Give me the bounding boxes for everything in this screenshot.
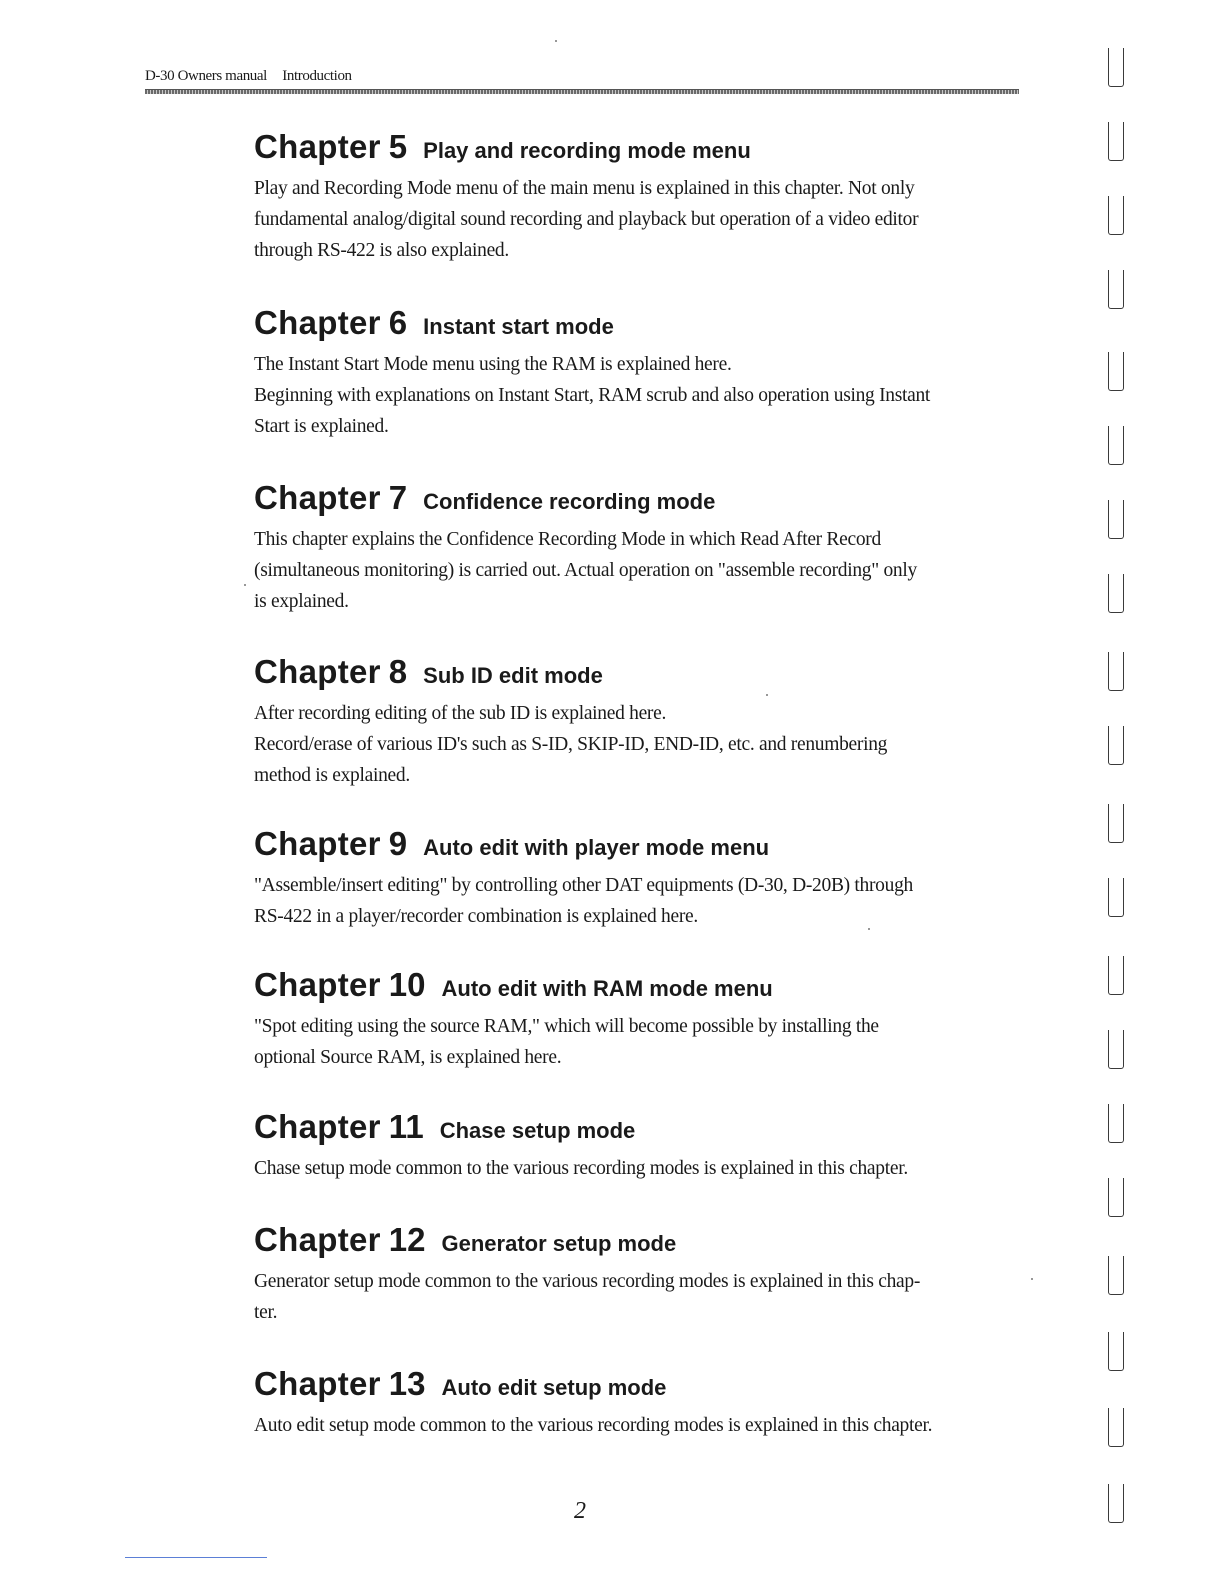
chapter-heading (254, 476, 1029, 520)
description-line: Record/erase of various ID's such as S-ID, SKIP-ID, END-ID, etc. and renumbering (254, 734, 888, 755)
description-line: (simultaneous monitoring) is carried out. Actual operation on "assemble recording" only (254, 560, 917, 581)
chapter-number: 8 (388, 653, 408, 690)
chapter-5-section (254, 125, 1029, 266)
scan-speck (1031, 1278, 1033, 1280)
chapter-12-section (254, 1218, 1029, 1328)
chapter-label: Chapter (254, 1221, 381, 1258)
chapter-description (254, 1410, 1029, 1441)
binder-hole-mark (1108, 574, 1124, 613)
chapter-heading (254, 822, 1029, 866)
description-line: Chase setup mode common to the various recording modes is explained in this chapter. (254, 1158, 908, 1179)
binder-hole-mark (1108, 1484, 1124, 1523)
chapter-label: Chapter (254, 825, 381, 862)
binder-hole-mark (1108, 1030, 1124, 1069)
description-line: RS-422 in a player/recorder combination is explained here. (254, 906, 698, 927)
binder-hole-mark (1108, 426, 1124, 465)
chapter-number: 13 (388, 1365, 426, 1402)
chapter-title: Confidence recording mode (423, 489, 716, 514)
binder-hole-mark (1108, 804, 1124, 843)
binder-hole-mark (1108, 1256, 1124, 1295)
chapter-number: 10 (388, 966, 426, 1003)
page-number: 2 (574, 1498, 586, 1524)
description-line: Play and Recording Mode menu of the main menu is explained in this chapter. Not only (254, 178, 915, 199)
chapter-8-section (254, 650, 1029, 791)
chapter-description (254, 1153, 1029, 1184)
scan-speck (766, 694, 768, 696)
description-line: Auto edit setup mode common to the various recording modes is explained in this chapter. (254, 1415, 933, 1436)
header-section-title: Introduction (282, 68, 352, 84)
chapter-title: Auto edit with RAM mode menu (441, 976, 773, 1001)
binder-hole-mark (1108, 500, 1124, 539)
chapter-6-section (254, 301, 1029, 442)
binder-hole-mark (1108, 956, 1124, 995)
chapter-heading (254, 1362, 1029, 1406)
header-document-title: D-30 Owners manual (145, 68, 267, 84)
description-line: ter. (254, 1302, 278, 1323)
scan-speck (868, 928, 870, 930)
chapter-title: Play and recording mode menu (423, 138, 751, 163)
binder-hole-mark (1108, 1104, 1124, 1143)
description-line: through RS-422 is also explained. (254, 240, 509, 261)
chapter-title: Sub ID edit mode (423, 663, 603, 688)
chapter-label: Chapter (254, 479, 381, 516)
description-line: is explained. (254, 591, 349, 612)
chapter-heading (254, 1105, 1029, 1149)
description-line: optional Source RAM, is explained here. (254, 1047, 562, 1068)
running-header (145, 68, 1020, 85)
chapter-10-section (254, 963, 1029, 1073)
chapter-description (254, 349, 1029, 442)
chapter-heading (254, 125, 1029, 169)
description-line: Start is explained. (254, 416, 389, 437)
chapter-9-section (254, 822, 1029, 932)
scan-speck (555, 40, 557, 42)
chapter-number: 12 (388, 1221, 426, 1258)
description-line: Generator setup mode common to the various recording modes is explained in this chap- (254, 1271, 921, 1292)
chapter-description (254, 524, 1029, 617)
description-line: After recording editing of the sub ID is explained here. (254, 703, 667, 724)
chapter-description (254, 698, 1029, 791)
footer-line (125, 1557, 267, 1558)
chapter-title: Generator setup mode (441, 1231, 677, 1256)
chapter-label: Chapter (254, 304, 381, 341)
chapter-heading (254, 1218, 1029, 1262)
chapter-description (254, 1011, 1029, 1073)
chapter-heading (254, 301, 1029, 345)
scan-speck (244, 584, 246, 586)
chapter-title: Instant start mode (423, 314, 614, 339)
description-line: method is explained. (254, 765, 410, 786)
binder-hole-mark (1108, 1408, 1124, 1447)
binder-hole-mark (1108, 878, 1124, 917)
chapter-number: 7 (388, 479, 408, 516)
chapter-label: Chapter (254, 128, 381, 165)
binder-hole-mark (1108, 1332, 1124, 1371)
chapter-title: Chase setup mode (439, 1118, 636, 1143)
binder-hole-strip (1104, 48, 1128, 1528)
header-rule (145, 89, 1019, 94)
chapter-title: Auto edit with player mode menu (423, 835, 770, 860)
chapter-11-section (254, 1105, 1029, 1184)
chapter-number: 5 (388, 128, 408, 165)
chapter-title: Auto edit setup mode (441, 1375, 667, 1400)
chapter-number: 11 (388, 1108, 424, 1145)
chapter-heading (254, 963, 1029, 1007)
chapter-description (254, 1266, 1029, 1328)
binder-hole-mark (1108, 652, 1124, 691)
chapter-label: Chapter (254, 1365, 381, 1402)
binder-hole-mark (1108, 1178, 1124, 1217)
description-line: fundamental analog/digital sound recording and playback but operation of a video editor (254, 209, 919, 230)
description-line: Beginning with explanations on Instant Start, RAM scrub and also operation using Instant (254, 385, 931, 406)
binder-hole-mark (1108, 122, 1124, 161)
chapter-description (254, 173, 1029, 266)
binder-hole-mark (1108, 352, 1124, 391)
description-line: This chapter explains the Confidence Recording Mode in which Read After Record (254, 529, 881, 550)
chapter-label: Chapter (254, 966, 381, 1003)
chapter-label: Chapter (254, 1108, 381, 1145)
description-line: "Spot editing using the source RAM," which will become possible by installing the (254, 1016, 879, 1037)
chapter-7-section (254, 476, 1029, 617)
chapter-heading (254, 650, 1029, 694)
description-line: "Assemble/insert editing" by controlling other DAT equipments (D-30, D-20B) through (254, 875, 913, 896)
binder-hole-mark (1108, 726, 1124, 765)
chapter-number: 6 (388, 304, 408, 341)
chapter-number: 9 (388, 825, 408, 862)
chapter-13-section (254, 1362, 1029, 1441)
binder-hole-mark (1108, 196, 1124, 235)
binder-hole-mark (1108, 48, 1124, 87)
binder-hole-mark (1108, 270, 1124, 309)
chapter-description (254, 870, 1029, 932)
description-line: The Instant Start Mode menu using the RAM is explained here. (254, 354, 732, 375)
chapter-label: Chapter (254, 653, 381, 690)
